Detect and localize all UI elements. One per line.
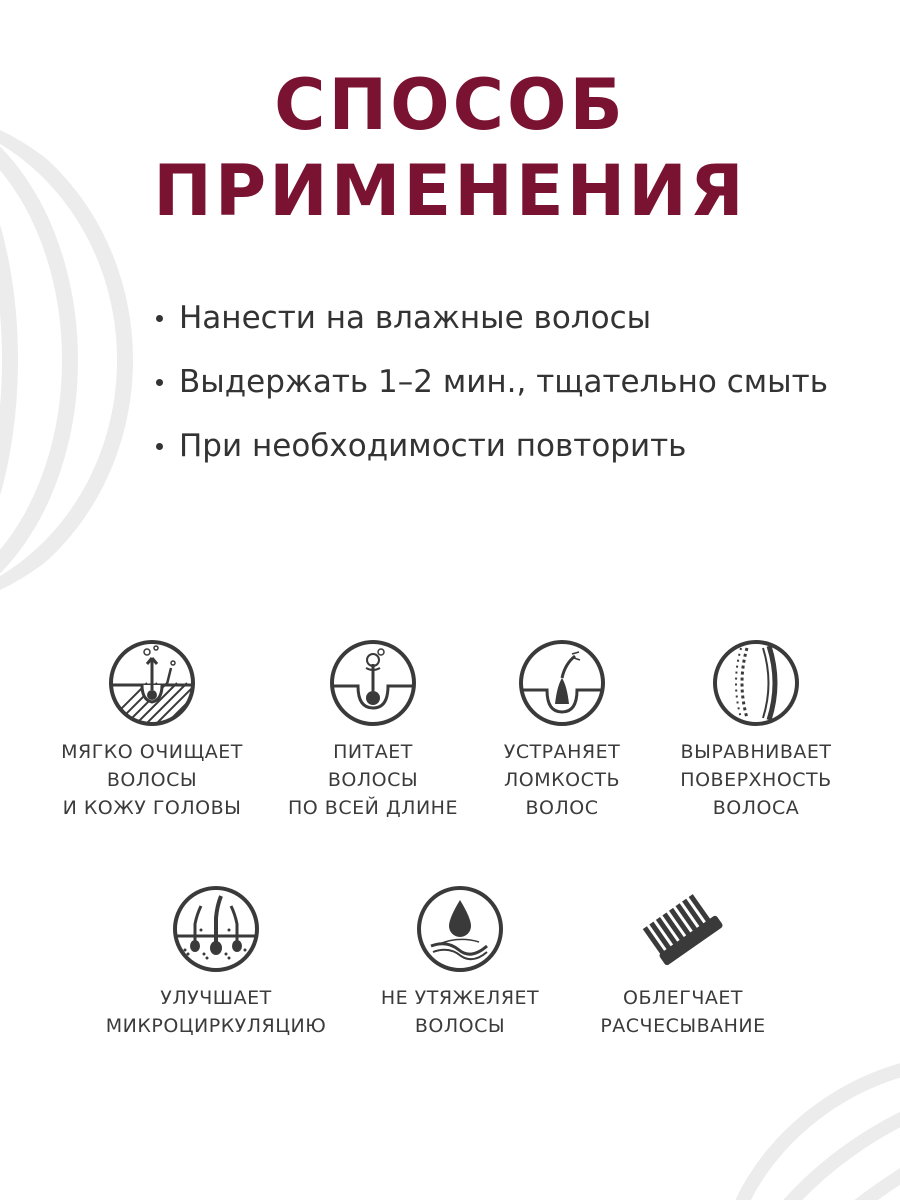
application-steps [156, 286, 876, 478]
feature-easy-combing [573, 884, 793, 1040]
feature-label: ВЫРАВНИВАЕТ ПОВЕРХНОСТЬ ВОЛОСА [680, 741, 832, 819]
step-item [156, 414, 876, 478]
step-text: При необходимости повторить [179, 428, 687, 464]
step-item [156, 350, 876, 414]
decorative-sphere-right [690, 1030, 900, 1200]
feature-label: УСТРАНЯЕТ ЛОМКОСТЬ ВОЛОС [503, 741, 621, 819]
feature-label: ПИТАЕТ ВОЛОСЫ ПО ВСЕЙ ДЛИНЕ [288, 741, 458, 819]
lightweight-drop-icon [415, 884, 505, 974]
page-title [0, 62, 900, 234]
hair-nourish-icon [328, 638, 418, 728]
feature-lightweight [350, 884, 570, 1040]
hair-surface-icon [711, 638, 801, 728]
feature-smooths-surface [646, 638, 866, 822]
hair-strength-icon [517, 638, 607, 728]
bullet-icon [156, 443, 163, 450]
feature-nourishes [263, 638, 483, 822]
feature-label: УЛУЧШАЕТ МИКРОЦИРКУЛЯЦИЮ [105, 987, 327, 1037]
hair-follicle-cleansing-icon [107, 638, 197, 728]
step-text: Нанести на влажные волосы [179, 300, 652, 336]
title-line-2: ПРИМЕНЕНИЯ [153, 150, 747, 232]
comb-icon [638, 884, 728, 974]
feature-gentle-cleansing [42, 638, 262, 822]
feature-label: ОБЛЕГЧАЕТ РАСЧЕСЫВАНИЕ [600, 987, 766, 1037]
feature-label: НЕ УТЯЖЕЛЯЕТ ВОЛОСЫ [380, 987, 540, 1037]
step-item [156, 286, 876, 350]
bullet-icon [156, 315, 163, 322]
feature-microcirculation [86, 884, 346, 1040]
bullet-icon [156, 379, 163, 386]
feature-prevents-breakage [452, 638, 672, 822]
step-text: Выдержать 1–2 мин., тщательно смыть [179, 364, 828, 400]
title-line-1: СПОСОБ [274, 64, 626, 146]
microcirculation-icon [171, 884, 261, 974]
feature-label: МЯГКО ОЧИЩАЕТ ВОЛОСЫ И КОЖУ ГОЛОВЫ [61, 741, 243, 819]
